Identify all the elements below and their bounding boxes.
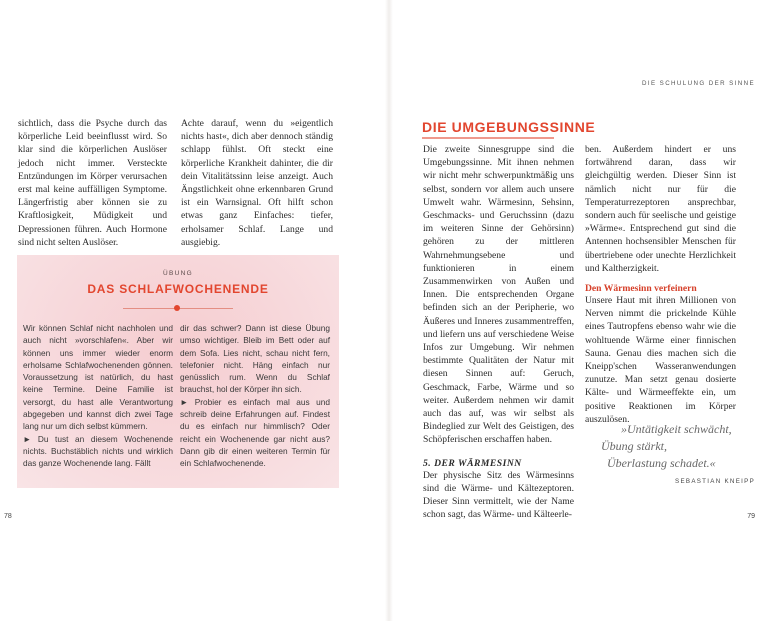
body-paragraph: ben. Außerdem hindert er uns fortwährend daran, dass wir gleichgültig werden. Dieser Sinn ist nämlich nicht nur für die Temperaturrezeptoren ansprechbar, sondern auch für seelische und geistige »Wärme«. Entsprechend gut sind die Antennen hochsensibler Menschen für übertriebene oder unechte Herzlichkeit und Kaltherzigkeit. [585,144,736,274]
subheading: 5. DER WÄRMESINN [423,457,522,469]
left-column-1 [18,117,167,249]
right-column-2 [585,143,736,426]
left-column-2 [181,117,333,249]
exercise-dot-ornament [174,305,180,311]
body-paragraph: Unsere Haut mit ihren Millionen von Nerven nimmt die prickelnde Kühle eines Tautropfens ebenso wahr wie die wohltuende Wärme einer finnischen Sauna. Genau dies machen sich die Kneipp'schen Wasseranwendungen zunutze. Man setzt genau dosierte Kälte- und Wärmeeffekte ein, um positive Reaktionen im Körper auszulösen. [585,295,736,425]
body-paragraph: Der physische Sitz des Wärmesinns sind die Wärme- und Kältezeptoren. Dieser Sinn vermittelt, wie der Name schon sagt, das Wärme- und Kälteerle- [423,469,574,521]
exercise-column-2 [180,322,330,470]
exercise-bullet: ► Du tust an diesem Wochenende nichts. Buchstäblich nichts und wirklich das ganze Wochenende lang. Fällt [23,433,173,469]
quote-line: Überlastung schadet.« [607,456,716,470]
exercise-paragraph: Wir können Schlaf nicht nachholen und auch nicht »vorschlafen«. Aber wir können uns immer wieder enorm erholsame Schlafwochenenden gönnen. Voraussetzung ist natürlich, du hast keine Termine. Deine Familie ist versorgt, du hast alle Verantwortung abgegeben und kannst dich zwei Tage lang nur um dich selbst kümmern. [23,323,173,432]
right-page [391,0,777,621]
exercise-label: ÜBUNG [163,270,193,277]
exercise-title: DAS SCHLAFWOCHENENDE [87,282,269,296]
body-paragraph: sichtlich, dass die Psyche durch das körperliche Leid beeinflusst wird. So klar sind die körperlichen Auslöser jedoch nicht immer. Versteckte Entzündungen im Körper verursachen erst mal keine auffälligen Symptome. Längerfristig aber können sie zu Kraftlosigkeit, Müdigkeit und Depressionen führen. Auch Hormone sind nicht selten Auslöser. [18,118,167,248]
section-title-underline [422,137,554,139]
quote-line: »Untätigkeit schwächt, [621,422,732,436]
exercise-box [17,255,339,488]
running-head: DIE SCHULUNG DER SINNE [642,80,755,87]
exercise-bullet: ► Probier es einfach mal aus und schreib deine Erfahrungen auf. Findest du es einfach nur himmlisch? Oder reicht ein Wochenende gar nicht aus? Dann gib dir einen weiteren Termin für ein Schlafwochenende. [180,396,330,469]
quote [601,421,761,472]
exercise-column-1 [23,322,173,470]
left-page [0,0,386,621]
section-title: DIE UMGEBUNGSSINNE [422,119,596,135]
quote-line: Übung stärkt, [601,439,667,453]
right-column-1 [423,143,574,521]
subheading-red: Den Wärmesinn verfeinern [585,283,697,295]
quote-author: SEBASTIAN KNEIPP [675,478,755,485]
page-number: 79 [747,513,755,520]
body-paragraph: Achte darauf, wenn du »eigentlich nichts hast«, dich aber dennoch ständig schlapp fühlst. Oft steckt eine körperliche Krankheit dahinter, die dir dein Vitalitätssinn leise anzeigt. Auch Ängstlichkeit ohne erkennbaren Grund ist ein Warnsignal. Oft hilft schon etwas ganz Einfaches: tiefer, erholsamer Schlaf. Lange und ausgiebig. [181,118,333,248]
exercise-paragraph: dir das schwer? Dann ist diese Übung umso wichtiger. Bleib im Bett oder auf dem Sofa. Lies nicht, schau nicht fern, telefonier nicht. Häng einfach nur genüsslich rum. Wenn du Schlaf brauchst, hol der Körper ihn sich. [180,323,330,395]
page-number: 78 [4,513,12,520]
body-paragraph: Die zweite Sinnesgruppe sind die Umgebungssinne. Mit ihnen nehmen wir nicht mehr schwerpunktmäßig uns selbst, sondern vor allem auch unsere Umwelt wahr. Wärmesinn, Sehsinn, Geschmacks- und Geruchssinn (dazu im weiteren Sinne der Gehörsinn) gehören zu der mittleren Wahrnehmungsebene und funktionieren in einem Zusammenwirken von Außen und Innen. Die entsprechenden Organe befinden sich an der Peripherie, wo Äußeres und Inneres zusammentreffen, und liefern uns auf verschiedene Weise Infos zur Umgebung. Wir nehmen bestimmte Qualitäten der Natur mit diesen Sinnen auf: Geruch, Geschmack, Farbe, Wärme und so weiter. Außerdem nehmen wir damit auch das auf, was wir selbst als Bindeglied zur Welt des Geistigen, des Schöpferischen erschaffen haben. [423,144,574,446]
